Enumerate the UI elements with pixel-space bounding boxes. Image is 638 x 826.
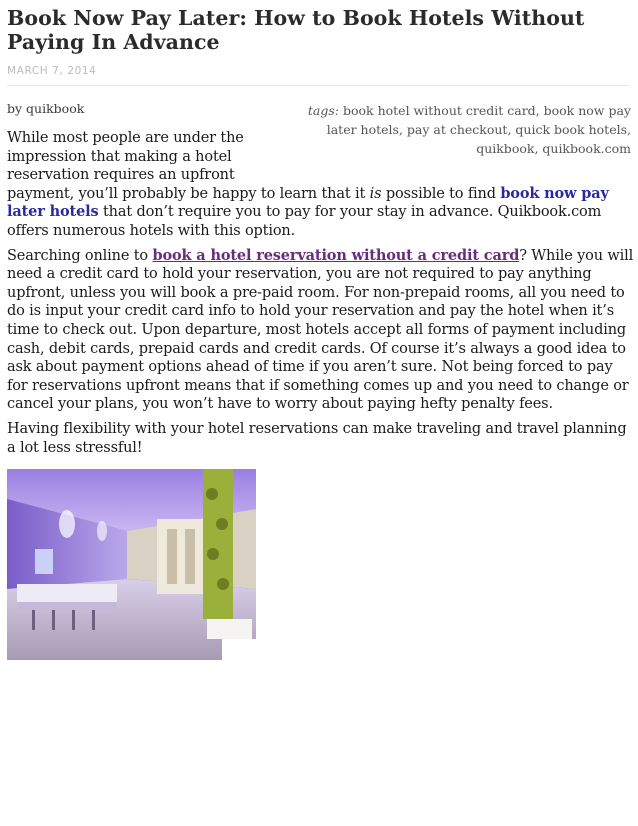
link-book-now-pay-later-hotels[interactable]: book now pay later hotels — [7, 184, 609, 221]
paragraph-3: Having flexibility with your hotel reservations can make traveling and travel planning a lot less stressful! — [7, 420, 627, 456]
tags-label: tags: — [307, 103, 339, 118]
title-line-1: Book Now Pay Later: How to Book Hotels Without — [7, 6, 585, 30]
article — [7, 6, 633, 156]
author-byline: by quikbook — [7, 101, 85, 116]
article-title — [7, 6, 633, 54]
paragraph-2: Searching online to book a hotel reservation without a credit card? While you will need a credit card to hold your reservation, you are not required to pay anything upfront, unless you will book a pre-paid room. For non-prepaid rooms, all you need to do is input your credit card info to hold your reservation and pay the hotel when it’s time to check out. Upon departure, most hotels accept all forms of payment including cash, debit cards, prepaid cards and credit cards. Of course it’s always a good idea to ask about payment options ahead of time if you aren’t sure. Not being forced to pay for reservations upfront means that if something comes up and you need to change or cancel your plans, you won’t have to worry about paying hefty penalty fees. — [7, 246, 634, 413]
hotel-lobby-photo — [7, 469, 256, 660]
paragraph-1: While most people are under the impression that making a hotel reservation requires an upfront payment, you’ll probably be happy to learn that it is possible to find book now pay later hotels that don’t require you to pay for your stay in advance. Quikbook.com offers numerous hotels with this option. — [7, 130, 609, 239]
link-book-hotel-without-credit-card[interactable]: book a hotel reservation without a credit card — [152, 246, 520, 264]
article-body — [7, 129, 637, 463]
emphasis-is: is — [369, 185, 382, 202]
header-divider — [7, 85, 630, 86]
post-date: MARCH 7, 2014 — [7, 65, 97, 77]
tags-text: book hotel without credit card, book now pay later hotels, pay at checkout, quick book hotels, quikbook, quikbook.com — [326, 103, 631, 156]
title-line-2: Paying In Advance — [7, 30, 220, 54]
hotel-lobby-illustration — [7, 469, 256, 660]
